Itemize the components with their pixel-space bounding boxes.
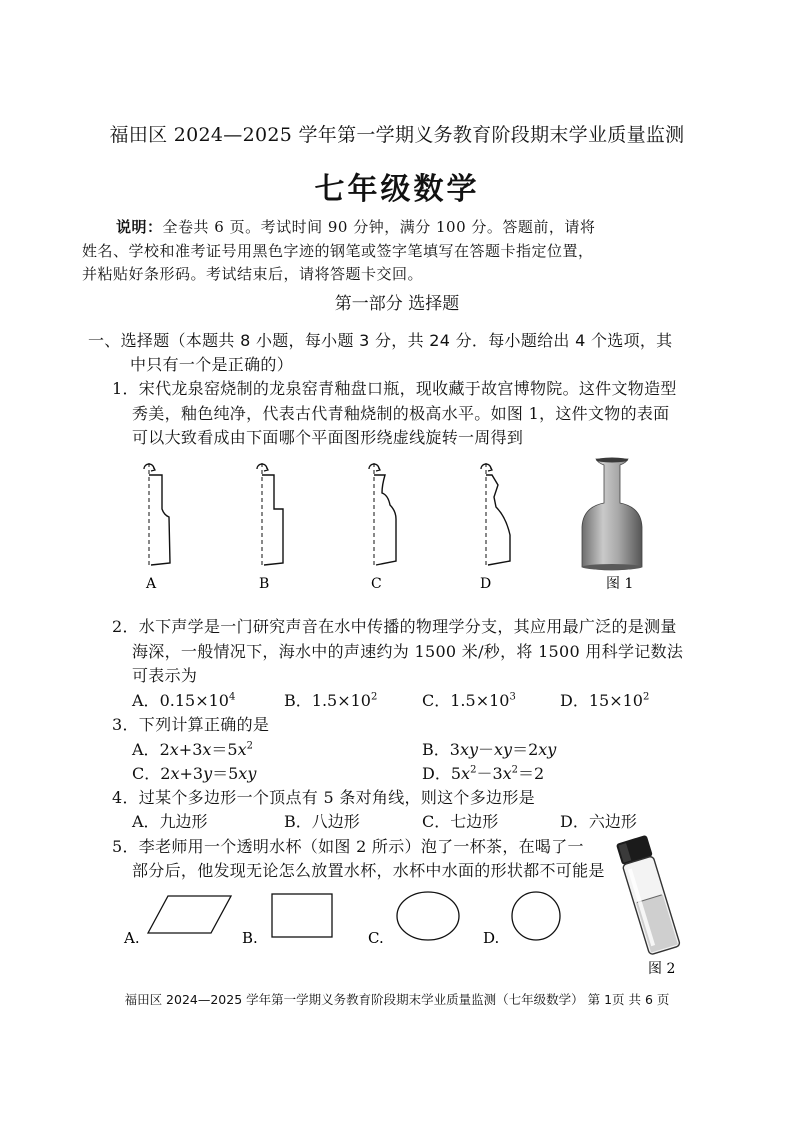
q1-label-b: B [259,576,270,592]
q5-label-b: B. [242,929,258,947]
figure-2-caption: 图 2 [648,961,676,977]
q5-line-2: 部分后，他发现无论怎么放置水杯，水杯中水面的形状都不可能是 [132,861,605,880]
q1-line-3: 可以大致看成由下面哪个平面图形绕虚线旋转一周得到 [132,428,524,447]
q3-option-b: B．3xy－xy＝2xy [422,740,557,759]
section-title-line-2: 中只有一个是正确的） [130,355,294,374]
q4-option-d: D．六边形 [560,812,637,831]
q1-label-a: A [146,576,157,592]
q3-option-d: D．$5x^2-3x^2=2$ [422,764,545,783]
water-bottle-image [606,826,696,962]
q1-line-1: 1．宋代龙泉窑烧制的龙泉窑青釉盘口瓶，现收藏于故宫博物院。这件文物造型 [112,379,677,398]
rectangle-shape [272,894,332,937]
vase-image [582,458,642,571]
q2-option-b: B．$1.5\times 10^2$ [284,691,378,710]
q4-option-a: A．九边形 [132,812,208,831]
q3-option-c: C．2x+3y＝5xy [132,764,257,783]
q1-line-2: 秀美，釉色纯净，代表古代青釉烧制的极高水平。如图 1，这件文物的表面 [132,404,670,423]
q2-option-d: D．$15\times 10^2$ [560,691,650,710]
q1-shape-c [369,463,396,567]
instructions-line-2: 姓名、学校和准考证号用黑色字迹的钢笔或签字笔填写在答题卡指定位置， [82,242,594,260]
q1-label-c: C [371,576,382,592]
q3-option-a: A．$2x+3x=5x^2$ [132,740,253,759]
subject-title: 七年级数学 [314,172,480,207]
q2-option-a: A．$0.15\times 10^4$ [132,691,236,710]
q5-label-d: D. [483,929,500,947]
q4-option-c: C．七边形 [422,812,499,831]
page-footer: 福田区 2024—2025 学年第一学期义务教育阶段期末学业质量监测（七年级数学） 第 1页 共 6 页 [124,992,670,1007]
instructions-label: 说明： [116,218,163,236]
q1-label-d: D [480,576,492,592]
ellipse-shape [397,892,459,940]
q1-shape-a [144,463,170,567]
q4-option-b: B．八边形 [284,812,360,831]
parallelogram-shape [148,896,231,933]
exam-title: 福田区 2024—2025 学年第一学期义务教育阶段期末学业质量监测 [109,124,685,146]
q1-shape-d [481,463,510,567]
part-title: 第一部分 选择题 [334,294,460,314]
q2-line-2: 海深，一般情况下，海水中的声速约为 1500 米/秒，将 1500 用科学记数法 [132,642,684,661]
q2-line-3: 可表示为 [132,666,198,685]
q5-label-c: C. [368,929,384,947]
q5-line-1: 5．李老师用一个透明水杯（如图 2 所示）泡了一杯茶，在喝了一 [112,837,584,856]
section-title-line-1: 一、选择题（本题共 8 小题，每小题 3 分，共 24 分．每小题给出 4 个选项，其 [88,331,673,350]
circle-shape [512,892,560,940]
q5-label-a: A. [124,929,140,947]
q1-shape-b [257,463,283,567]
instructions-line-3: 并粘贴好条形码。考试结束后，请将答题卡交回。 [82,265,424,283]
q3-stem: 3．下列计算正确的是 [112,715,270,734]
q1-figures [120,455,680,595]
q2-option-c: C．$1.5\times 10^3$ [422,691,516,710]
q2-line-1: 2．水下声学是一门研究声音在水中传播的物理学分支，其应用最广泛的是测量 [112,617,677,636]
instructions-line-1: 说明：全卷共 6 页。考试时间 90 分钟，满分 100 分。答题前，请将 [116,218,596,236]
q4-stem: 4．过某个多边形一个顶点有 5 条对角线，则这个多边形是 [112,788,535,807]
figure-1-caption: 图 1 [606,576,634,592]
